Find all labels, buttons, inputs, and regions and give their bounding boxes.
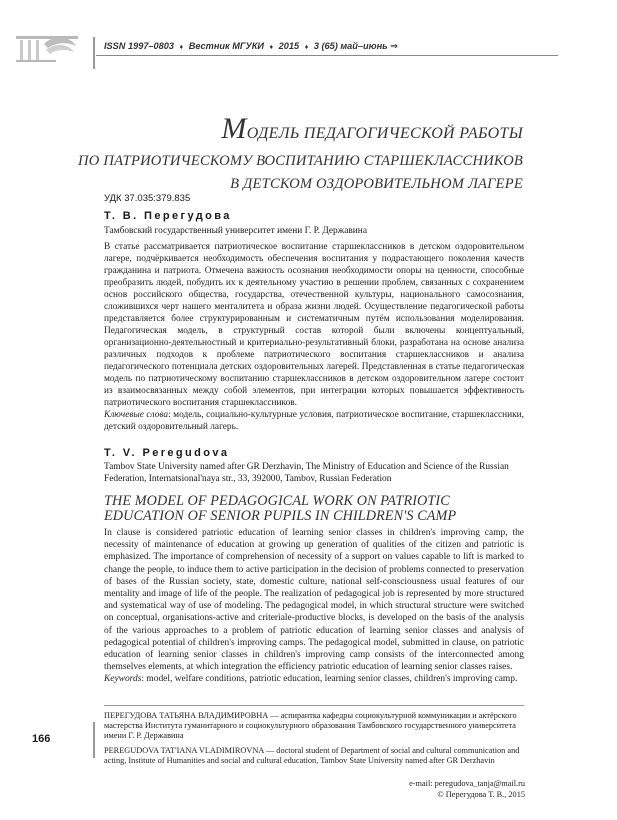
author-ru: Т. В. Перегудова [104,210,232,222]
abstract-ru [104,241,524,433]
title-initial: М [221,112,247,145]
keywords-label-en: Keywords [104,674,142,685]
title-line-1-rest: ОДЕЛЬ ПЕДАГОГИЧЕСКОЙ РАБОТЫ [246,125,523,142]
keywords-en: : model, welfare conditions, patriotic education, learning senior classes, children's improving camp. [141,674,518,685]
english-title-line-1: THE MODEL OF PEDAGOGICAL WORK ON PATRIOTIC [104,493,450,509]
abstract-ru-text: В статье рассматривается патриотическое воспитание старшеклассников в детском оздоровительном лагере, подчёркивается необходимость обеспечения воспитания у подрастающего поколения качеств гражданина и патриота. Отмечена важность осознания необходимости опоры на ценности, способные преобразить людей, побудить их к деятельному участию в решении проблем, связанных с сохранением основ российского общества, государства, отечественной культуры, национального самосознания, сложившихся черт нашего менталитета и образа жизни людей. Осуществление педагогической работы представляется более структурированным и систематичным путём использования моделирования. Педагогическая модель, в структурный состав которой были включены концептуальный, организационно-деятельностный и критериально-результативный блоки, разработана на основе анализа различных подходов к проблеме патриотического воспитания старшеклассников и анализа педагогического потенциала детских оздоровительных лагерей. Представленная в статье педагогическая модель по патриотическому воспитанию старшеклассников в детском оздоровительном лагере состоит из взаимосвязанных между собой элементов, при интеграции которых повышается эффективность патриотического воспитания старшеклассников. [104,242,524,408]
running-header [104,41,398,52]
issue: 3 (65) май–июнь [313,41,388,51]
english-title [104,494,456,524]
separator-icon: ♦ [304,44,309,51]
keywords-label-ru: Ключевые слова [104,410,169,420]
separator-icon: ♦ [179,44,184,51]
udk-code: УДК 37.035:379.835 [104,193,191,204]
author-note-en: PEREGUDOVA TAT'IANA VLADIMIROVNA — doctoral student of Department of social and cultural communication and acting, Institute of Humanities and social and cultural education, Tambov State University named after GR Derzhavin [104,746,520,765]
header-rule [96,55,558,56]
journal-logo-icon [14,30,80,66]
english-title-line-2: EDUCATION OF SENIOR PUPILS IN CHILDREN'S CAMP [104,508,457,524]
footer-divider [93,722,95,758]
year: 2015 [278,41,300,51]
title-line-2: ПО ПАТРИОТИЧЕСКОМУ ВОСПИТАНИЮ СТАРШЕКЛАССНИКОВ [78,153,523,169]
separator-icon: ♦ [269,44,274,51]
author-note-ru: ПЕРЕГУДОВА ТАТЬЯНА ВЛАДИМИРОВНА — аспирантка кафедры социокультурной коммуникации и актёрского мастерства Института гуманитарного и социокультурного образования Тамбовского государственного университета имени Г. Р. Державина [104,711,517,740]
abstract-en [104,527,524,686]
author-en: T. V. Peregudova [104,447,230,459]
affiliation-en: Tambov State University named after GR Derzhavin, The Ministry of Education and Science of the Russian Federation, Internatsional'naya str., 33, 392000, Tambov, Russian Federation [104,462,509,484]
affiliation-ru: Тамбовский государственный университет имени Г. Р. Державина [104,226,367,236]
footer-rule [104,705,524,706]
journal-name: Вестник МГУКИ [188,41,264,51]
page-number: 166 [32,733,51,745]
header-divider [93,37,95,69]
arrow-icon: ⇒ [390,41,398,51]
contact-email: e-mail: peregudova_tanja@mail.ru [409,779,525,788]
issn: ISSN 1997–0803 [104,41,174,51]
abstract-en-text: In clause is considered patriotic education of learning senior classes in children's improving camp, the necessity of maintenance of education at growing up generation of qualities of the citizen and patriotic is emphasized. The importance of comprehension of necessity of a support on values capable to lift is marked to change the people, to induce them to active participation in the decision of problems connected to preservation of bases of the Russian society, state, domestic culture, national self-consciousness usual features of our mentality and image of life of the people. The realization of pedagogical job is represented by more structured and systematical way of use of modeling. The pedagogical model, in which structural structure were switched on conceptual, organisations-active and criteriale-productive blocks, is developed on the basis of the analysis of the various approaches to a problem of patriotic education of learning senior classes and analysis of pedagogical potential of children's improving camps. The pedagogical model, submitted in clause, on patriotic education of learning senior classes in children's improving camp consists of the interconnected among themselves elements, at which integration the efficiency patriotic education of learning senior classes raises. [104,528,524,673]
title-line-3: В ДЕТСКОМ ОЗДОРОВИТЕЛЬНОМ ЛАГЕРЕ [230,176,523,192]
copyright: © Перегудова Т. В., 2015 [437,790,525,799]
keywords-ru: : модель, социально-культурные условия, патриотическое воспитание, старшеклассники, детский оздоровительный лагерь. [104,410,524,432]
title-line-1 [221,112,523,145]
